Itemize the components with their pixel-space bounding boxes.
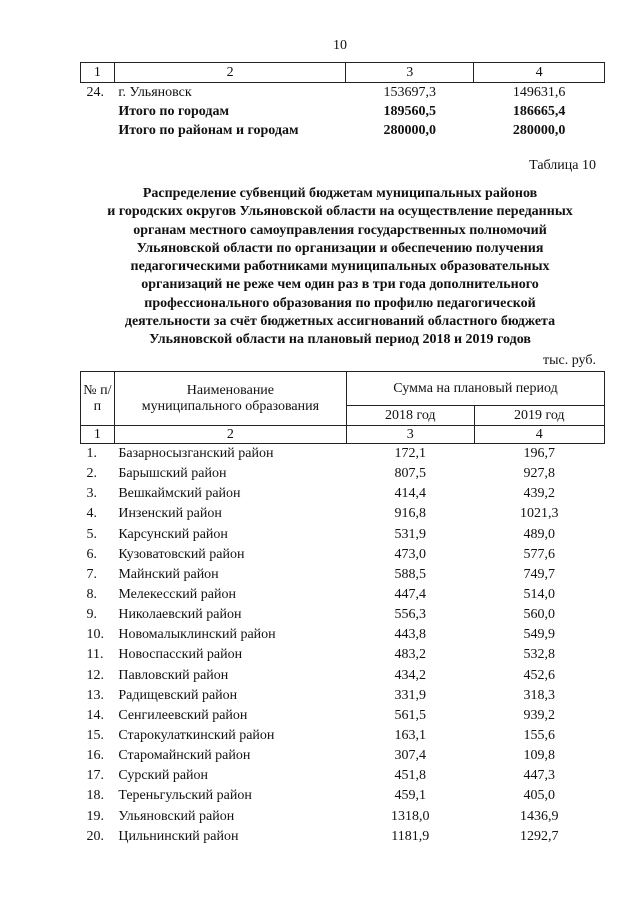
table-row	[81, 444, 605, 465]
idx-1: 1	[81, 426, 115, 444]
value-2019: 155,6	[523, 728, 555, 744]
row-num: 1.	[86, 446, 97, 462]
value-2018: 451,8	[394, 768, 426, 784]
row-num: 19.	[86, 808, 104, 824]
row-value-2: 186665,4	[512, 103, 566, 119]
row-num: 15.	[86, 728, 104, 744]
table-row	[81, 807, 605, 827]
table-row	[81, 565, 605, 585]
row-num: 18.	[86, 788, 104, 804]
municipality-name: Сенгилеевский район	[118, 707, 248, 723]
value-2019: 549,9	[523, 627, 555, 643]
value-2018: 163,1	[394, 728, 426, 744]
row-num	[81, 102, 115, 121]
col-sum-header: Сумма на плановый период	[347, 372, 605, 406]
municipality-name: Павловский район	[118, 667, 229, 683]
value-2019: 452,6	[523, 667, 555, 683]
page-number: 10	[333, 38, 347, 53]
value-2018: 331,9	[394, 687, 426, 703]
title-line: педагогическими работниками муниципальных образовательных	[130, 259, 550, 275]
value-2018: 307,4	[394, 748, 426, 764]
municipality-name: Барышский район	[118, 466, 227, 482]
value-2018: 916,8	[394, 506, 426, 522]
value-2019: 439,2	[523, 486, 555, 502]
row-num: 16.	[86, 748, 104, 764]
row-num: 13.	[86, 687, 104, 703]
table-row	[81, 504, 605, 524]
title-line: и городских округов Ульяновской области на осуществление переданных	[107, 204, 573, 220]
value-2019: 1292,7	[520, 828, 559, 844]
value-2018: 483,2	[394, 647, 426, 663]
value-2019: 749,7	[523, 566, 555, 582]
value-2019: 109,8	[523, 748, 555, 764]
top-table	[80, 62, 605, 140]
municipality-name: Майнский район	[118, 566, 219, 582]
value-2019: 577,6	[523, 546, 555, 562]
top-col-2: 2	[114, 63, 345, 83]
table-row	[81, 746, 605, 766]
municipality-name: Старомайнский район	[118, 748, 251, 764]
value-2018: 1181,9	[391, 828, 430, 844]
value-2019: 532,8	[523, 647, 555, 663]
row-num	[81, 121, 115, 140]
value-2019: 560,0	[523, 607, 555, 623]
row-num: 8.	[86, 587, 97, 603]
table-row	[81, 726, 605, 746]
title-line: Ульяновской области на плановый период 2018 и 2019 годов	[149, 332, 531, 348]
title-line: Ульяновской области по организации и обеспечению получения	[136, 240, 544, 256]
table-row	[81, 464, 605, 484]
top-table-row	[81, 102, 605, 121]
municipality-name: Инзенский район	[118, 506, 222, 522]
municipality-name: Новомалыклинский район	[118, 627, 276, 643]
table-row	[81, 766, 605, 786]
value-2018: 459,1	[394, 788, 426, 804]
value-2018: 414,4	[394, 486, 426, 502]
value-2019: 405,0	[523, 788, 555, 804]
row-value-2: 280000,0	[512, 122, 566, 138]
top-table-row	[81, 121, 605, 140]
value-2018: 473,0	[394, 546, 426, 562]
value-2018: 434,2	[394, 667, 426, 683]
col-2019-header: 2019 год	[474, 406, 604, 426]
table-label: Таблица 10	[529, 158, 596, 173]
table-row	[81, 585, 605, 605]
value-2019: 318,3	[523, 687, 555, 703]
value-2018: 1318,0	[391, 808, 430, 824]
unit-label: тыс. руб.	[543, 353, 596, 368]
idx-4: 4	[474, 426, 604, 444]
table-row	[81, 645, 605, 665]
col-name-header	[114, 372, 346, 426]
municipality-name: Радищевский район	[118, 687, 238, 703]
row-value-1: 153697,3	[383, 84, 436, 100]
table-row	[81, 706, 605, 726]
value-2019: 514,0	[523, 587, 555, 603]
value-2018: 447,4	[394, 587, 426, 603]
municipality-name: Ульяновский район	[118, 808, 235, 824]
municipality-name: Базарносызганский район	[118, 446, 274, 462]
row-num: 4.	[86, 506, 97, 522]
municipality-name: Тереньгульский район	[118, 788, 252, 804]
row-value-1: 280000,0	[383, 122, 436, 138]
row-name: Итого по районам и городам	[118, 122, 299, 138]
row-num: 12.	[86, 667, 104, 683]
col-2018-header: 2018 год	[347, 406, 475, 426]
top-col-4: 4	[474, 63, 605, 83]
title-line: организаций не реже чем один раз в три года дополнительного	[141, 277, 539, 293]
value-2018: 588,5	[394, 566, 426, 582]
value-2019: 489,0	[523, 526, 555, 542]
top-table-header	[81, 63, 605, 83]
table-title	[70, 185, 610, 350]
value-2018: 443,8	[394, 627, 426, 643]
value-2018: 561,5	[394, 707, 426, 723]
idx-2: 2	[114, 426, 346, 444]
title-line: профессионального образования по профилю педагогической	[144, 295, 536, 311]
value-2019: 1436,9	[520, 808, 559, 824]
row-num: 5.	[86, 526, 97, 542]
value-2019: 939,2	[523, 707, 555, 723]
municipality-name: Николаевский район	[118, 607, 242, 623]
row-num: 7.	[86, 566, 97, 582]
municipality-name: Старокулаткинский район	[118, 728, 275, 744]
row-num: 11.	[86, 647, 104, 663]
title-line: органам местного самоуправления государственных полномочий	[133, 222, 547, 238]
row-num: 6.	[86, 546, 97, 562]
table-row	[81, 525, 605, 545]
municipality-name: Кузоватовский район	[118, 546, 245, 562]
row-num: 20.	[86, 828, 104, 844]
row-num: 10.	[86, 627, 104, 643]
main-index-row	[81, 426, 605, 444]
row-num: 9.	[86, 607, 97, 623]
municipality-name: Цильнинский район	[118, 828, 239, 844]
row-name: Итого по городам	[118, 103, 229, 119]
col-num-header: № п/п	[81, 372, 115, 426]
idx-3: 3	[347, 426, 475, 444]
row-name: г. Ульяновск	[118, 84, 192, 100]
top-table-body	[81, 83, 605, 141]
top-table-row	[81, 83, 605, 103]
row-num: 2.	[86, 466, 97, 482]
municipality-name: Карсунский район	[118, 526, 228, 542]
table-row	[81, 786, 605, 806]
row-value-1: 189560,5	[383, 103, 436, 119]
top-col-1: 1	[81, 63, 115, 83]
title-line: деятельности за счёт бюджетных ассигнований областного бюджета	[124, 314, 556, 330]
col-name-line2: муниципального образования	[141, 398, 320, 414]
value-2019: 447,3	[523, 768, 555, 784]
main-header-row-1	[81, 372, 605, 406]
row-value-2: 149631,6	[512, 84, 566, 100]
main-table-body	[81, 444, 605, 847]
table-row	[81, 605, 605, 625]
table-row	[81, 827, 605, 847]
table-row	[81, 686, 605, 706]
municipality-name: Вешкаймский район	[118, 486, 241, 502]
row-num: 24.	[86, 84, 104, 100]
row-num: 14.	[86, 707, 104, 723]
title-line: Распределение субвенций бюджетам муниципальных районов	[142, 186, 538, 201]
value-2018: 807,5	[394, 466, 426, 482]
table-row	[81, 666, 605, 686]
value-2018: 531,9	[394, 526, 426, 542]
main-table	[80, 371, 605, 847]
row-num: 3.	[86, 486, 97, 502]
value-2019: 927,8	[523, 466, 555, 482]
municipality-name: Сурский район	[118, 768, 209, 784]
table-row	[81, 625, 605, 645]
municipality-name: Мелекесский район	[118, 587, 236, 603]
municipality-name: Новоспасский район	[118, 647, 243, 663]
row-num: 17.	[86, 768, 104, 784]
value-2018: 556,3	[394, 607, 426, 623]
table-row	[81, 484, 605, 504]
top-col-3: 3	[346, 63, 474, 83]
value-2018: 172,1	[394, 446, 426, 462]
col-name-line1: Наименование	[186, 382, 275, 398]
value-2019: 196,7	[523, 446, 555, 462]
table-row	[81, 545, 605, 565]
value-2019: 1021,3	[520, 506, 559, 522]
